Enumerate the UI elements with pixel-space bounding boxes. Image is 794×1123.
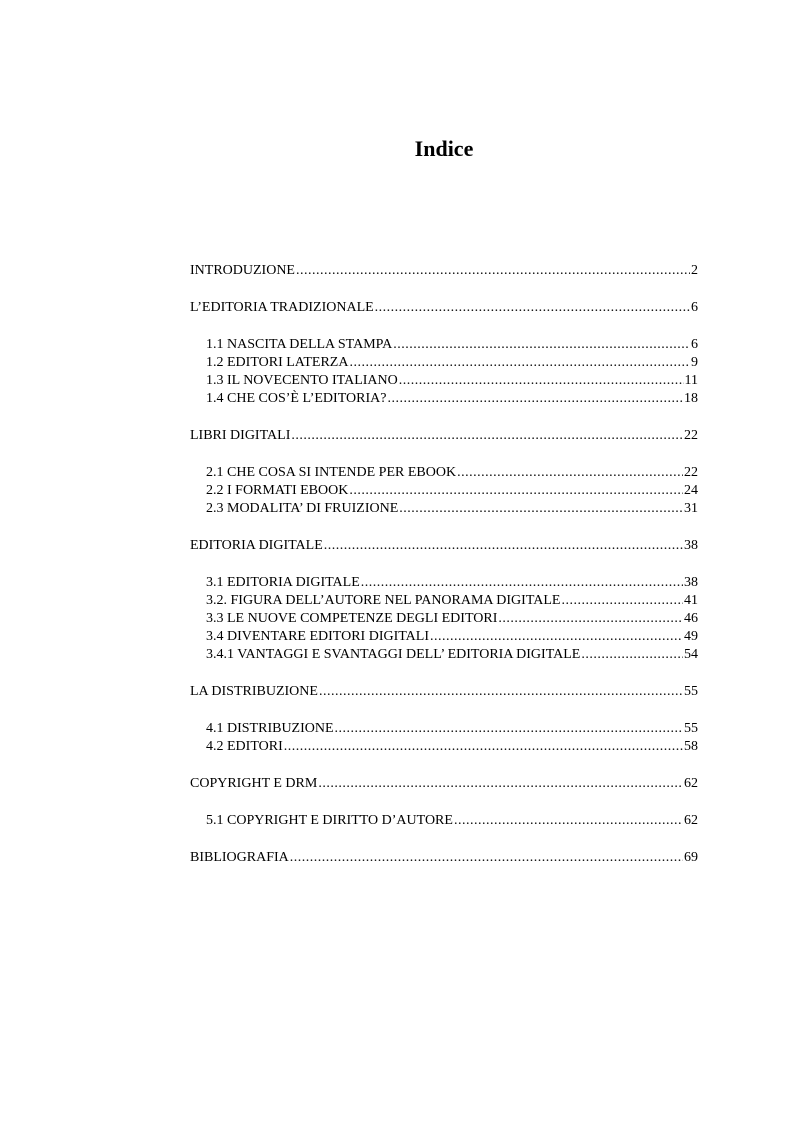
toc-entry-label: COPYRIGHT E DRM [190, 776, 318, 791]
toc-subentry[interactable] [190, 500, 698, 518]
toc-entry-label: 1.4 CHE COS’È L’EDITORIA? [206, 391, 387, 406]
page-title: Indice [414, 136, 474, 161]
dot-leader [375, 299, 690, 317]
toc-chapter [190, 537, 698, 683]
toc-subentry[interactable] [190, 482, 698, 500]
dot-leader [349, 354, 690, 372]
toc-chapter-entry[interactable] [190, 537, 698, 555]
toc-entry-page-number: 11 [684, 373, 698, 388]
dot-leader [430, 628, 683, 646]
toc-entry-label: LIBRI DIGITALI [190, 428, 291, 443]
toc-subentry[interactable] [190, 628, 698, 646]
toc-entry-page-number: 62 [684, 813, 698, 828]
toc-entry-page-number: 24 [684, 483, 698, 498]
toc-chapter-entry[interactable] [190, 849, 698, 867]
dot-leader [324, 537, 683, 555]
toc-entry-page-number: 46 [684, 611, 698, 626]
toc-entry-label: 1.3 IL NOVECENTO ITALIANO [206, 373, 398, 388]
toc-chapter-entry[interactable] [190, 775, 698, 793]
dot-leader [498, 610, 683, 628]
dot-leader [399, 372, 684, 390]
toc-entry-page-number: 54 [684, 647, 698, 662]
toc-entry-page-number: 49 [684, 629, 698, 644]
toc-entry-label: 2.2 I FORMATI EBOOK [206, 483, 349, 498]
dot-leader [335, 720, 683, 738]
dot-leader [457, 464, 683, 482]
toc-entry-label: 3.1 EDITORIA DIGITALE [206, 575, 360, 590]
toc-entry-page-number: 62 [684, 776, 698, 791]
toc-subentry[interactable] [190, 646, 698, 664]
toc-subentry[interactable] [190, 574, 698, 592]
toc-entry-label: L’EDITORIA TRADIZIONALE [190, 300, 374, 315]
toc-subentry[interactable] [190, 354, 698, 372]
toc-entry-page-number: 9 [691, 355, 698, 370]
toc-subentry[interactable] [190, 812, 698, 830]
dot-leader [399, 500, 683, 518]
dot-leader [349, 482, 683, 500]
toc-entry-label: 2.1 CHE COSA SI INTENDE PER EBOOK [206, 465, 457, 480]
toc-entry-label: 3.4.1 VANTAGGI E SVANTAGGI DELL’ EDITORIA DIGITALE [206, 647, 581, 662]
toc-entry-page-number: 22 [684, 465, 698, 480]
toc-entry-label: INTRODUZIONE [190, 263, 295, 278]
dot-leader [291, 427, 683, 445]
toc-subentry[interactable] [190, 720, 698, 738]
toc-entry-label: 5.1 COPYRIGHT E DIRITTO D’AUTORE [206, 813, 453, 828]
toc-subentry[interactable] [190, 390, 698, 408]
dot-leader [561, 592, 683, 610]
toc-chapter-entry[interactable] [190, 299, 698, 317]
table-of-contents [190, 262, 698, 867]
toc-entry-page-number: 55 [684, 684, 698, 699]
toc-entry-page-number: 2 [691, 263, 698, 278]
toc-entry-page-number: 58 [684, 739, 698, 754]
toc-entry-page-number: 38 [684, 538, 698, 553]
dot-leader [361, 574, 683, 592]
toc-entry-label: EDITORIA DIGITALE [190, 538, 323, 553]
toc-chapter [190, 683, 698, 775]
toc-entry-label: 3.2. FIGURA DELL’AUTORE NEL PANORAMA DIGITALE [206, 593, 561, 608]
toc-entry-label: LA DISTRIBUZIONE [190, 684, 318, 699]
toc-subentry[interactable] [190, 372, 698, 390]
toc-subentry[interactable] [190, 738, 698, 756]
toc-entry-page-number: 18 [684, 391, 698, 406]
toc-entry-page-number: 6 [691, 300, 698, 315]
toc-entry-label: 3.3 LE NUOVE COMPETENZE DEGLI EDITORI [206, 611, 498, 626]
toc-entry-page-number: 55 [684, 721, 698, 736]
toc-entry-label: 4.1 DISTRIBUZIONE [206, 721, 334, 736]
toc-chapter-entry[interactable] [190, 683, 698, 701]
toc-chapter-entry[interactable] [190, 427, 698, 445]
toc-entry-page-number: 31 [684, 501, 698, 516]
toc-entry-label: 4.2 EDITORI [206, 739, 283, 754]
toc-chapter-entry[interactable] [190, 262, 698, 280]
dot-leader [284, 738, 683, 756]
toc-entry-page-number: 22 [684, 428, 698, 443]
dot-leader [319, 683, 683, 701]
toc-chapter [190, 427, 698, 537]
dot-leader [393, 336, 690, 354]
dot-leader [581, 646, 683, 664]
toc-entry-page-number: 69 [684, 850, 698, 865]
toc-chapter [190, 775, 698, 849]
dot-leader [318, 775, 683, 793]
toc-entry-label: BIBLIOGRAFIA [190, 850, 289, 865]
toc-subentry[interactable] [190, 610, 698, 628]
toc-chapter [190, 849, 698, 867]
toc-entry-label: 2.3 MODALITA’ DI FRUIZIONE [206, 501, 399, 516]
toc-chapter [190, 262, 698, 299]
toc-entry-page-number: 38 [684, 575, 698, 590]
toc-subentry[interactable] [190, 464, 698, 482]
dot-leader [387, 390, 683, 408]
dot-leader [296, 262, 690, 280]
toc-subentry[interactable] [190, 592, 698, 610]
toc-entry-label: 1.2 EDITORI LATERZA [206, 355, 349, 370]
toc-entry-page-number: 6 [691, 337, 698, 352]
toc-chapter [190, 299, 698, 427]
dot-leader [454, 812, 683, 830]
toc-entry-page-number: 41 [684, 593, 698, 608]
toc-entry-label: 3.4 DIVENTARE EDITORI DIGITALI [206, 629, 430, 644]
toc-entry-label: 1.1 NASCITA DELLA STAMPA [206, 337, 393, 352]
toc-subentry[interactable] [190, 336, 698, 354]
dot-leader [290, 849, 683, 867]
